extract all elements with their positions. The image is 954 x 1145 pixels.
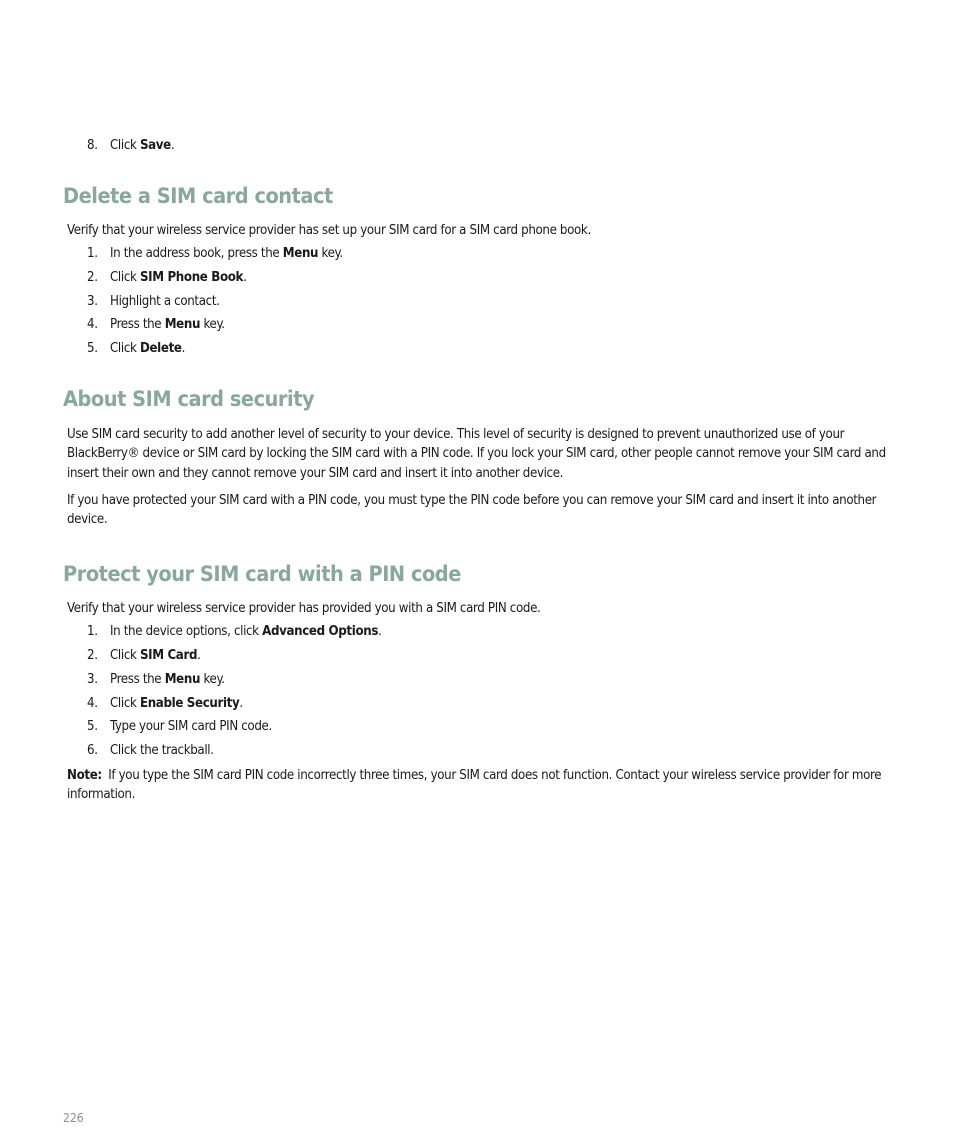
list-item: 2. Click SIM Phone Book. [87,270,247,285]
list-item: 1. In the address book, press the Menu key. [87,246,343,261]
note [67,766,894,805]
section-heading-delete-contact: Delete a SIM card contact [63,184,333,209]
step-8-save: 8. Click Save. [87,138,175,153]
list-item: 1. In the device options, click Advanced Options. [87,624,382,639]
list-item: 5. Click Delete. [87,341,186,356]
list-item: 3. Press the Menu key. [87,672,225,687]
list-item: 4. Press the Menu key. [87,317,225,332]
note-label: Note: [67,768,102,783]
list-item: 4. Click Enable Security. [87,696,243,711]
section2-paragraph-2: If you have protected your SIM card with a PIN code, you must type the PIN code before you can remove your SIM card and insert it into another device. [67,493,877,528]
section-heading-sim-security: About SIM card security [63,387,315,412]
list-item: 2. Click SIM Card. [87,648,201,663]
section3-intro: Verify that your wireless service provider has provided you with a SIM card PIN code. [67,601,541,616]
list-item: 5. Type your SIM card PIN code. [87,719,272,734]
page-number: 226 [63,1111,84,1125]
section-heading-protect-pin: Protect your SIM card with a PIN code [63,562,461,587]
list-item: 6. Click the trackball. [87,743,214,758]
note-text: If you type the SIM card PIN code incorrectly three times, your SIM card does not function. Contact your wireless service provider for more information. [67,768,882,803]
list-item: 3. Highlight a contact. [87,294,220,309]
section1-intro: Verify that your wireless service provider has set up your SIM card for a SIM card phone book. [67,223,591,238]
section2-paragraph-1: Use SIM card security to add another level of security to your device. This level of security is designed to prevent unauthorized use of your BlackBerry® device or SIM card by locking the SIM card with a PIN code. If you lock your SIM card, other people cannot remove your SIM card and insert their own and they cannot remove your SIM card and insert it into another device. [67,427,886,481]
